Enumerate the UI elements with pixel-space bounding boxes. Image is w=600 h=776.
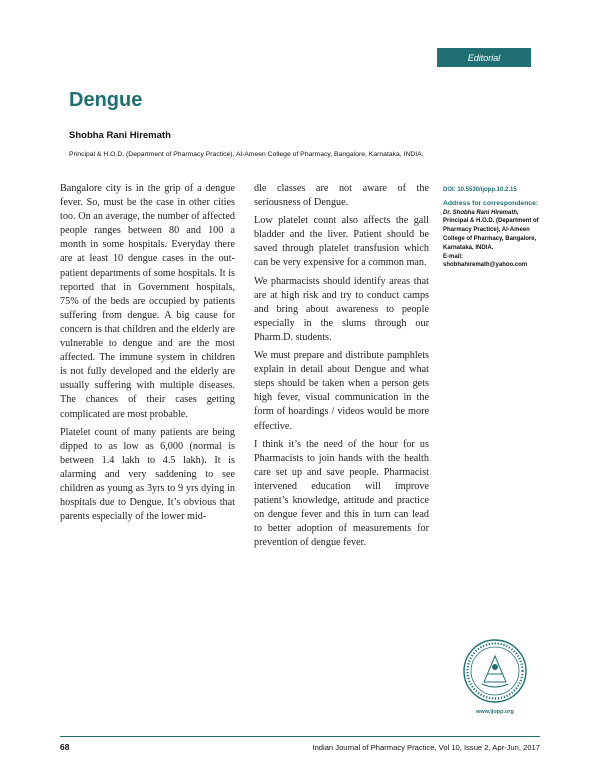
paragraph: dle classes are not aware of the seriousness of Dengue. [254, 183, 429, 209]
paragraph: We pharmacists should identify areas that are at high risk and try to conduct camps and bring about awareness to people especially in the slums through our Pharm.D. students. [254, 275, 429, 343]
paragraph: Platelet count of many patients are being dipped to as low as 6,000 (normal is between 1.4 lakh to 4.5 lakh). It is alarming and very saddening to see children as young as 3yrs to 9 yrs dying in hospitals due to Dengue. It’s obvious that parents especially of the lower mid- [60, 426, 235, 523]
journal-citation: Indian Journal of Pharmacy Practice, Vol 10, Issue 2, Apr-Jun, 2017 [312, 743, 540, 752]
section-tag: Editorial [437, 48, 531, 67]
body-column-2 [254, 182, 429, 554]
journal-emblem-icon [462, 638, 528, 704]
correspondence-name: Dr. Shobha Rani Hiremath, [443, 209, 519, 216]
email-label: E-mail: [443, 253, 464, 260]
correspondence-email [443, 253, 539, 271]
paragraph: I think it’s the need of the hour for us Pharmacists to join hands with the health care set up and save people. Pharmacist intervened education will improve patient’s knowledge, attitude and practice on dengue fever and this in turn can lead to better adoption of measurements for prevention of dengue fever. [254, 438, 429, 549]
doi-link[interactable]: DOI: 10.5530/ijopp.10.2.15 [443, 187, 517, 193]
page-number: 68 [60, 742, 70, 752]
paragraph: Low platelet count also affects the gall bladder and the liver. Patient should be saved through platelet transfusion which can be very expensive for a common man. [254, 215, 429, 269]
correspondence-address: Principal & H.O.D. (Department of Pharmacy Practice), Al-Ameen College of Pharmacy, Bangalore, Karnataka, INDIA. [443, 218, 539, 251]
correspondence-heading: Address for correspondence: [443, 199, 539, 207]
article-title: Dengue [69, 89, 143, 111]
paragraph: We must prepare and distribute pamphlets explain in detail about Dengue and what steps should be taken when a person gets high fever, visual communication in the form of hoardings / videos would be more effective. [254, 350, 429, 432]
sidebar [443, 186, 539, 270]
website-link[interactable]: www.ijopp.org [476, 709, 514, 715]
author-affiliation: Principal & H.O.D. (Department of Pharmacy Practice), Al-Ameen College of Pharmacy, Bangalore, Karnataka, INDIA. [69, 151, 424, 158]
body-column-1 [60, 182, 235, 528]
footer-divider [60, 736, 540, 737]
paragraph: Bangalore city is in the grip of a dengue fever. So, must be the case in other cities too. On an average, the number of affected people ranges between 80 and 100 a month in some hospitals. Everyday there are at least 10 dengue cases in the out-patient departments of some hospitals. It is reported that in Government hospitals, 75% of the beds are occupied by patients suffering from dengue. A big cause for concern is that children and the elderly are vulnerable to dengue and are the most affected. The immune system in children is not fully developed and the elderly are usually suffering with multiple diseases. The chances of their cases getting complicated are most probable. [60, 183, 235, 420]
author-name: Shobha Rani Hiremath [69, 130, 171, 141]
email-link[interactable]: shobhahiremath@yahoo.com [443, 262, 528, 269]
